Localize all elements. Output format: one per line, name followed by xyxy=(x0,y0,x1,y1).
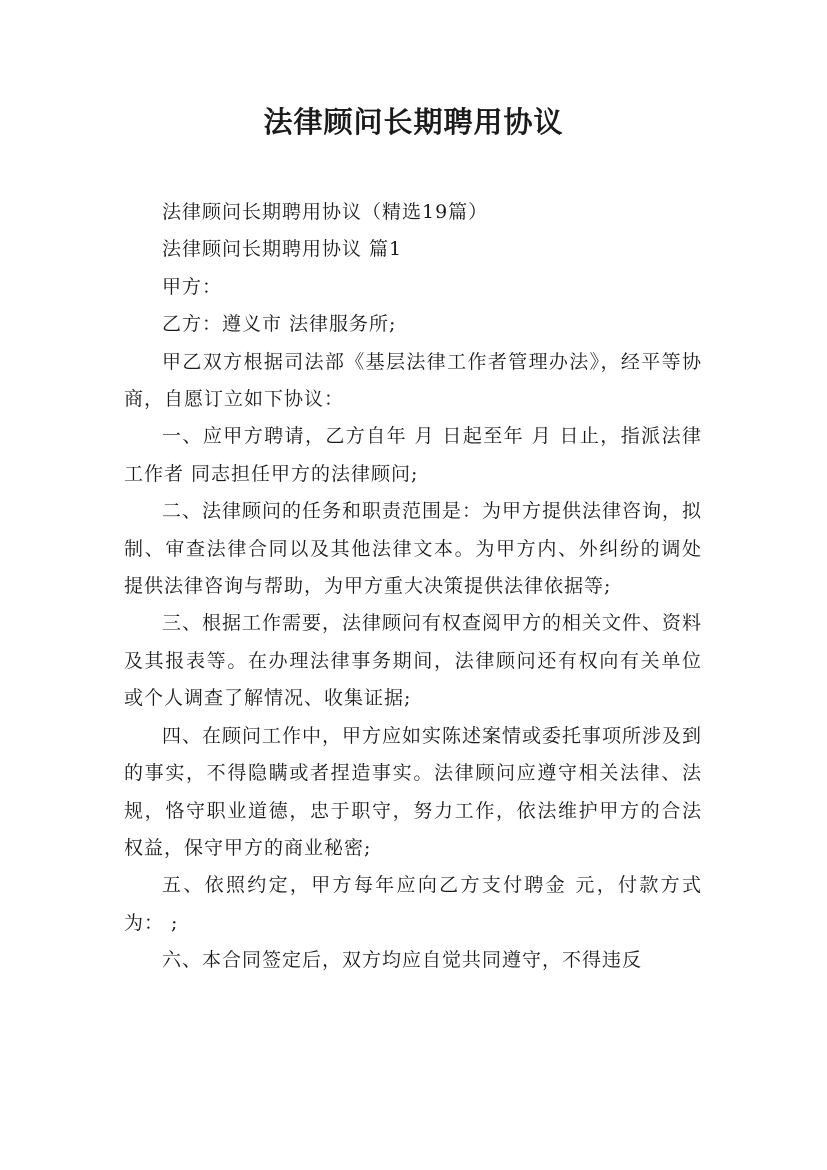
document-title: 法律顾问长期聘用协议 xyxy=(263,105,564,139)
paragraph-preamble: 甲乙双方根据司法部《基层法律工作者管理办法》，经平等协商，自愿订立如下协议： xyxy=(124,350,702,411)
paragraph-clause-2: 二、法律顾问的任务和职责范围是：为甲方提供法律咨询，拟制、审查法律合同以及其他法律文本。为甲方内、外纠纷的调处提供法律咨询与帮助，为甲方重大决策提供法律依据等; xyxy=(124,500,703,598)
paragraph-section-heading: 法律顾问长期聘用协议 篇1 xyxy=(162,238,403,261)
paragraph-subtitle: 法律顾问长期聘用协议（精选19篇） xyxy=(162,201,489,223)
document-body xyxy=(124,194,702,980)
paragraph-clause-5: 五、依照约定，甲方每年应向乙方支付聘金 元，付款方式为： ; xyxy=(124,874,702,934)
paragraph-party-a: 甲方： xyxy=(162,275,223,298)
paragraph-clause-3: 三、根据工作需要，法律顾问有权查阅甲方的相关文件、资料及其报表等。在办理法律事务期间，法律顾问还有权向有关单位或个人调查了解情况、收集证据; xyxy=(124,612,703,710)
paragraph-clause-1: 一、应甲方聘请，乙方自年 月 日起至年 月 日止，指派法律工作者 同志担任甲方的法律顾问; xyxy=(124,425,702,485)
paragraph-clause-4: 四、在顾问工作中，甲方应如实陈述案情或委托事项所涉及到的事实，不得隐瞒或者捏造事实。法律顾问应遵守相关法律、法规，恪守职业道德，忠于职守，努力工作，依法维护甲方的合法权益，保守甲方的商业秘密; xyxy=(124,724,703,859)
paragraph-clause-6: 六、本合同签定后，双方均应自觉共同遵守，不得违反 xyxy=(162,949,643,972)
paragraph-party-b: 乙方：遵义市 法律服务所; xyxy=(162,313,397,336)
